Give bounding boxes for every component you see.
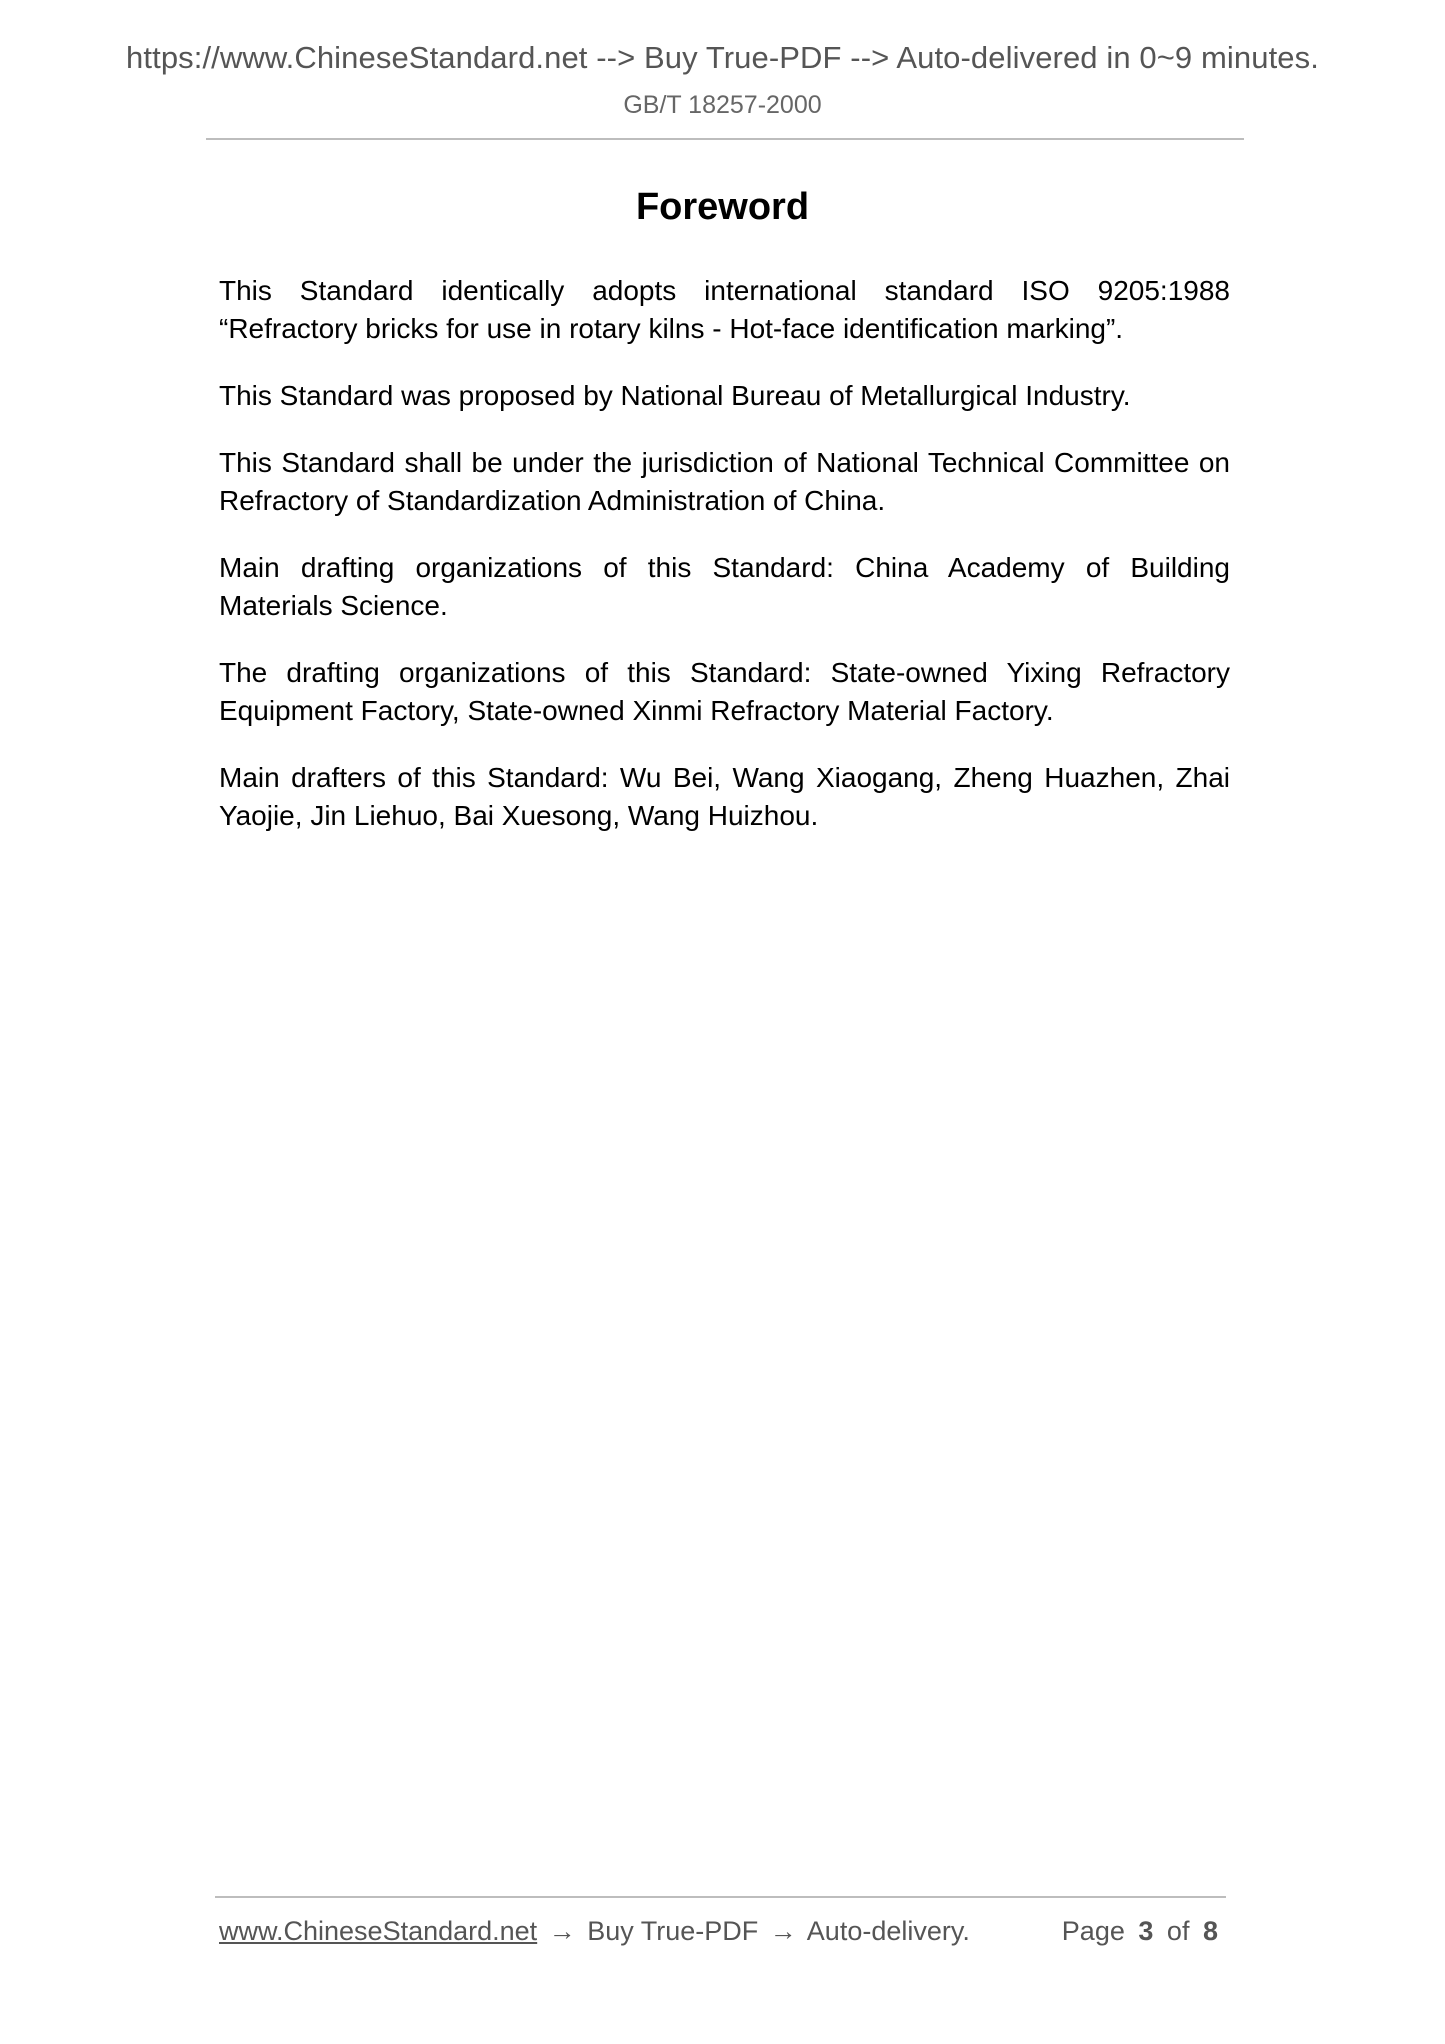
paragraph-jurisdiction: This Standard shall be under the jurisdiction of National Technical Committee on Refractory of Standardization Administration of China. — [219, 447, 1230, 516]
page-label: Page — [1061, 1916, 1125, 1946]
arrow-right-icon: → — [548, 1916, 576, 1946]
paragraph-adoption: This Standard identically adopts international standard ISO 9205:1988 “Refractory bricks for use in rotary kilns - Hot-face identification marking”. — [219, 275, 1230, 344]
page-total: 8 — [1202, 1916, 1218, 1946]
page-footer — [219, 1916, 1224, 1956]
paragraph-main-drafting-orgs: Main drafting organizations of this Standard: China Academy of Building Materials Science. — [219, 552, 1230, 621]
paragraph-proposer: This Standard was proposed by National Bureau of Metallurgical Industry. — [219, 380, 1131, 411]
footer-divider — [215, 1896, 1226, 1898]
foreword-body — [219, 272, 1230, 864]
footer-delivery-text: Auto-delivery. — [806, 1916, 970, 1946]
header-banner: https://www.ChineseStandard.net --> Buy True-PDF --> Auto-delivered in 0~9 minutes. — [126, 40, 1319, 75]
page-indicator — [1062, 1916, 1224, 1947]
footer-links — [219, 1916, 970, 1947]
page-title: Foreword — [635, 186, 810, 228]
paragraph-drafters: Main drafters of this Standard: Wu Bei, Wang Xiaogang, Zheng Huazhen, Zhai Yaojie, Jin Liehuo, Bai Xuesong, Wang Huizhou. — [219, 762, 1230, 831]
document-code: GB/T 18257-2000 — [623, 91, 822, 119]
paragraph-drafting-orgs: The drafting organizations of this Standard: State-owned Yixing Refractory Equipment Factory, State-owned Xinmi Refractory Material Factory. — [219, 657, 1230, 726]
page-current: 3 — [1138, 1916, 1154, 1946]
arrow-right-icon: → — [769, 1916, 797, 1946]
footer-buy-text: Buy True-PDF — [587, 1916, 759, 1946]
page-of-label: of — [1166, 1916, 1190, 1946]
footer-site-link[interactable]: www.ChineseStandard.net — [219, 1916, 538, 1946]
header-divider — [206, 138, 1244, 140]
